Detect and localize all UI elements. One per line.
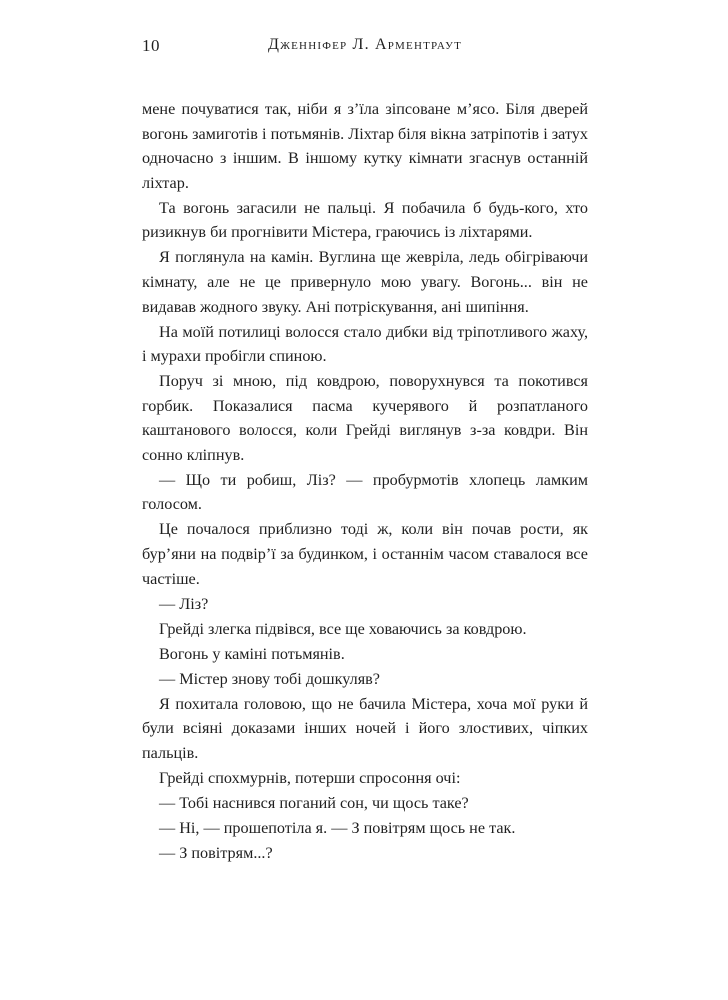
paragraph-4: На моїй потилиці волосся стало дибки від тріпотливого жаху, і мурахи пробігли спиною. — [142, 322, 588, 366]
paragraph-14: — Тобі наснився поганий сон, чи щось таке? — [159, 793, 469, 812]
paragraph-12: Я похитала головою, що не бачила Містера, хоча мої руки й були всіяні доказами інших ночей і його злостивих, чіпких пальців. — [142, 694, 588, 762]
paragraph-2: Та вогонь загасили не пальці. Я побачила б будь-кого, хто ризикнув би прогнівити Містера, граючись із ліхтарями. — [142, 198, 588, 242]
paragraph-1: мене почуватися так, ніби я з’їла зіпсоване м’ясо. Біля дверей вогонь замиготів і потьмянів. Ліхтар біля вікна затріпотів і затух одночасно з іншим. В іншому кутку кімнати згаснув останній ліхтар. — [142, 100, 588, 192]
paragraph-11: — Містер знову тобі дошкуляв? — [159, 669, 380, 688]
paragraph-6: — Що ти робиш, Ліз? — пробурмотів хлопець ламким голосом. — [142, 470, 588, 514]
paragraph-9: Грейді злегка підвівся, все ще ховаючись за ковдрою. — [159, 619, 527, 638]
paragraph-15: — Ні, — прошепотіла я. — З повітрям щось не так. — [159, 818, 516, 837]
paragraph-13: Грейді спохмурнів, потерши спросоння очі: — [159, 768, 461, 787]
paragraph-7: Це почалося приблизно тоді ж, коли він почав рости, як бур’яни на подвір’ї за будинком, і останнім часом ставалося все частіше. — [142, 520, 588, 588]
paragraph-8: — Ліз? — [159, 594, 209, 613]
book-author: Дженніфер Л. Арментраут — [267, 36, 463, 53]
paragraph-10: Вогонь у каміні потьмянів. — [159, 644, 345, 663]
running-head — [142, 36, 588, 60]
page-number: 10 — [142, 36, 160, 55]
paragraph-3: Я поглянула на камін. Вуглина ще жевріла, ледь обігріваючи кімнату, але не це привернуло мою увагу. Вогонь... він не видавав жодного звуку. Ані потріскування, ані шипіння. — [142, 248, 588, 316]
text-body — [142, 97, 588, 866]
paragraph-5: Поруч зі мною, під ковдрою, поворухнувся та покотився горбик. Показалися пасма кучерявого й розпатланого каштанового волосся, коли Грейді виглянув з-за ковдри. Він сонно кліпнув. — [142, 372, 588, 464]
paragraph-16: — З повітрям...? — [159, 843, 273, 862]
